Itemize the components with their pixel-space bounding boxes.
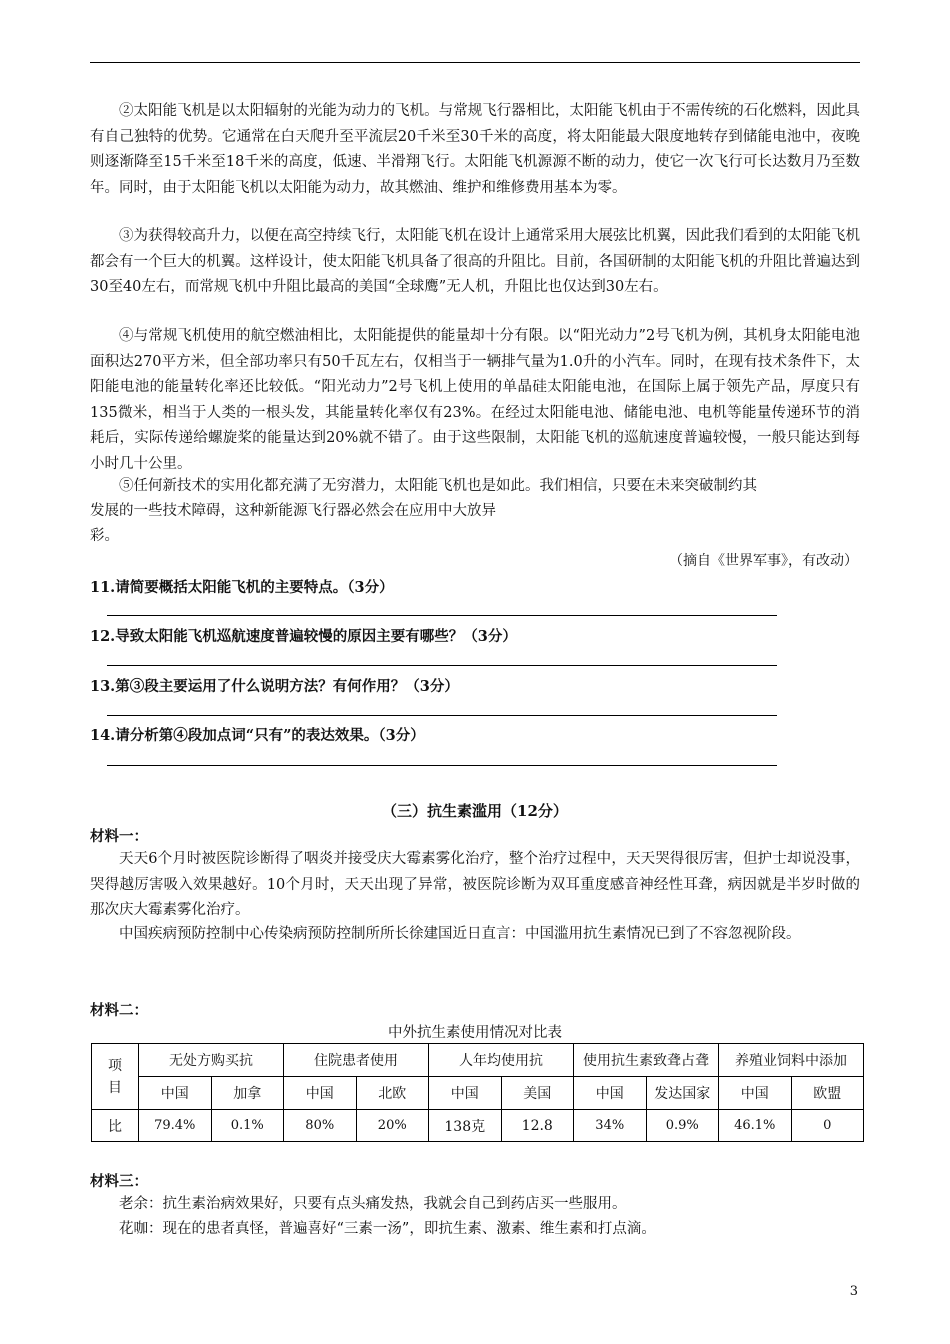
subheader-cell: 发达国家 — [646, 1077, 719, 1110]
group-header-cell: 住院患者使用 — [284, 1044, 429, 1077]
paragraph-5-line-2: 发展的一些技术障碍，这种新能源飞行器必然会在应用中大放异 — [90, 503, 496, 519]
answer-line-12[interactable] — [107, 665, 777, 666]
subheader-cell: 中国 — [429, 1077, 502, 1110]
subheader-cell: 中国 — [574, 1077, 647, 1110]
material-3-label: 材料三： — [90, 1173, 148, 1190]
subheader-cell: 中国 — [719, 1077, 792, 1110]
value-cell: 79.4% — [139, 1110, 212, 1142]
subheader-cell: 欧盟 — [791, 1077, 864, 1110]
table-header-row — [92, 1044, 864, 1077]
value-cell: 0.9% — [646, 1110, 719, 1142]
subheader-cell: 中国 — [284, 1077, 357, 1110]
value-cell: 46.1% — [719, 1110, 792, 1142]
subheader-cell: 加拿 — [211, 1077, 284, 1110]
material-1-label: 材料一： — [90, 828, 148, 845]
answer-line-11[interactable] — [107, 615, 777, 616]
value-cell: 12.8 — [501, 1110, 574, 1142]
paragraph-4: ④与常规飞机使用的航空燃油相比，太阳能提供的能量却十分有限。以“阳光动力”2号飞机为例，其机身太阳能电池面积达270平方米，但全部功率只有50千瓦左右，仅相当于一辆排气量为1.0升的小汽车。同时，在现有技术条件下，太阳能电池的能量转化率还比较低。“阳光动力”2号飞机上使用的单晶硅太阳能电池，在国际上属于领先产品，厚度只有135微米，相当于人类的一根头发，其能量转化率仅有23%。在经过太阳能电池、储能电池、电机等能量传递环节的消耗后，实际传递给螺旋桨的能量达到20%就不错了。由于这些限制，太阳能飞机的巡航速度普遍较慢，一般只能达到每小时几十公里。 — [90, 328, 860, 472]
subheader-cell: 中国 — [139, 1077, 212, 1110]
value-cell: 0 — [791, 1110, 864, 1142]
comparison-table — [91, 1043, 864, 1142]
group-header-cell: 养殖业饲料中添加 — [719, 1044, 864, 1077]
table-subheader-row — [92, 1077, 864, 1110]
item-header-bottom: 目 — [108, 1079, 122, 1096]
table-caption: 中外抗生素使用情况对比表 — [388, 1025, 562, 1041]
group-header-cell: 无处方购买抗 — [139, 1044, 284, 1077]
value-cell: 20% — [356, 1110, 429, 1142]
material-3-line-2: 花咖：现在的患者真怪，普遍喜好“三素一汤”，即抗生素、激素、维生素和打点滴。 — [119, 1221, 656, 1237]
passage-source: （摘自《世界军事》，有改动） — [669, 553, 858, 569]
row-label-cell: 比 — [92, 1110, 139, 1142]
paragraph-2: ②太阳能飞机是以太阳辐射的光能为动力的飞机。与常规飞行器相比，太阳能飞机由于不需传统的石化燃料，因此具有自己独特的优势。它通常在白天爬升至平流层20千米至30千米的高度，将太阳能最大限度地转存到储能电池中，夜晚则逐渐降至15千米至18千米的高度，低速、半滑翔飞行。太阳能飞机源源不断的动力，使它一次飞行可长达数月乃至数年。同时，由于太阳能飞机以太阳能为动力，故其燃油、维护和维修费用基本为零。 — [90, 103, 860, 196]
question-11: 11.请简要概括太阳能飞机的主要特点。（3分） — [90, 579, 394, 596]
page-number: 3 — [849, 1284, 858, 1299]
subheader-cell: 北欧 — [356, 1077, 429, 1110]
material-2-label: 材料二： — [90, 1002, 148, 1019]
value-cell: 80% — [284, 1110, 357, 1142]
answer-line-13[interactable] — [107, 715, 777, 716]
answer-line-14[interactable] — [107, 765, 777, 766]
group-header-cell: 使用抗生素致聋占聋 — [574, 1044, 719, 1077]
question-12: 12.导致太阳能飞机巡航速度普遍较慢的原因主要有哪些？（3分） — [90, 628, 517, 645]
paragraph-3: ③为获得较高升力，以便在高空持续飞行，太阳能飞机在设计上通常采用大展弦比机翼，因此我们看到的太阳能飞机都会有一个巨大的机翼。这样设计，使太阳能飞机具备了很高的升阻比。目前，各国研制的太阳能飞机的升阻比普遍达到30至40左右，而常规飞机中升阻比最高的美国“全球鹰”无人机，升阻比也仅达到30左右。 — [90, 228, 860, 296]
value-cell: 138克 — [429, 1110, 502, 1142]
section-title: （三）抗生素滥用（12分） — [382, 802, 568, 820]
header-rule — [90, 62, 860, 63]
value-cell: 34% — [574, 1110, 647, 1142]
subheader-cell: 美国 — [501, 1077, 574, 1110]
question-14: 14.请分析第④段加点词“只有”的表达效果。（3分） — [90, 727, 425, 744]
item-header-cell — [92, 1044, 139, 1110]
group-header-cell: 人年均使用抗 — [429, 1044, 574, 1077]
value-cell: 0.1% — [211, 1110, 284, 1142]
material-3-line-1: 老余：抗生素治病效果好，只要有点头痛发热，我就会自己到药店买一些服用。 — [119, 1196, 627, 1212]
material-1-paragraph-1: 天天6个月时被医院诊断得了咽炎并接受庆大霉素雾化治疗，整个治疗过程中，天天哭得很厉害，但护士却说没事，哭得越厉害吸入效果越好。10个月时，天天出现了异常，被医院诊断为双耳重度感音神经性耳聋，病因就是半岁时做的那次庆大霉素雾化治疗。 — [90, 851, 860, 919]
material-1-paragraph-2: 中国疾病预防控制中心传染病预防控制所所长徐建国近日直言：中国滥用抗生素情况已到了不容忽视阶段。 — [119, 926, 801, 942]
item-header-top: 项 — [108, 1057, 122, 1074]
table-data-row — [92, 1110, 864, 1142]
paragraph-5-line-3: 彩。 — [90, 528, 119, 544]
paragraph-5-line-1: ⑤任何新技术的实用化都充满了无穷潜力，太阳能飞机也是如此。我们相信，只要在未来突破制约其 — [119, 478, 757, 494]
question-13: 13.第③段主要运用了什么说明方法？有何作用？（3分） — [90, 678, 459, 695]
